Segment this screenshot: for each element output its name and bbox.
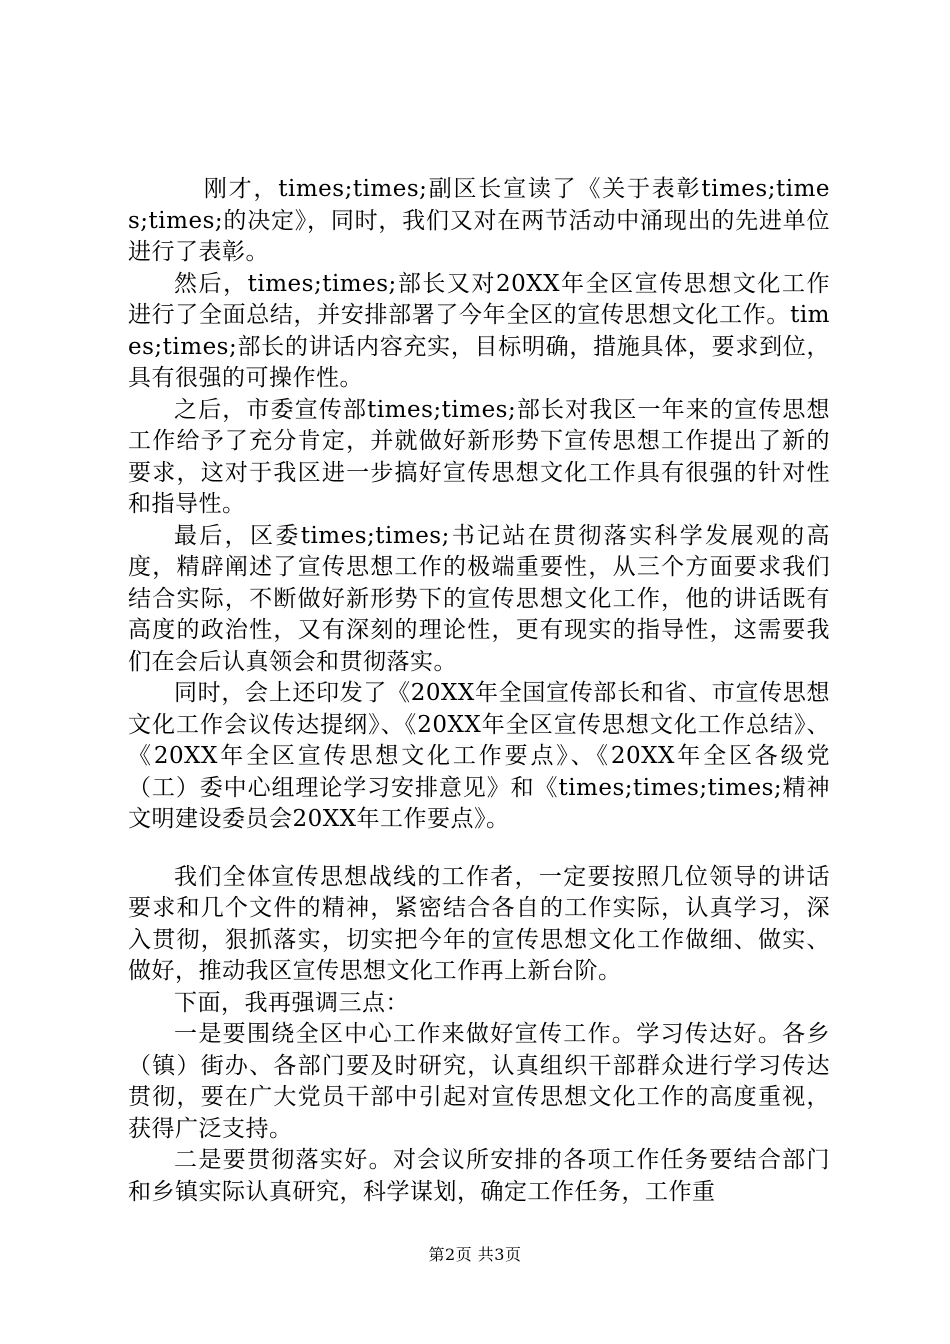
page-footer	[0, 1245, 950, 1265]
paragraph-secretary-speech: 最后，区委times;times;书记站在贯彻落实科学发展观的高度，精辟阐述了宣传思想工作的极端重要性，从三个方面要求我们结合实际，不断做好新形势下的宣传思想文化工作，他的讲话既有高度的政治性，又有深刻的理论性，更有现实的指导性，这需要我们在会后认真领会和贯彻落实。	[128, 522, 830, 675]
paragraph-commendation: 刚才，times;times;副区长宣读了《关于表彰times;times;times;的决定》，同时，我们又对在两节活动中涌现出的先进单位进行了表彰。	[128, 176, 830, 265]
paragraph-three-points-intro: 下面，我再强调三点：	[174, 989, 409, 1016]
paragraph-summary: 然后，times;times;部长又对20XX年全区宣传思想文化工作进行了全面总结，并安排部署了今年全区的宣传思想文化工作。times;times;部长的讲话内容充实，目标明确，措施具体，要求到位，具有很强的可操作性。	[128, 270, 830, 391]
paragraph-point-two: 二是要贯彻落实好。对会议所安排的各项工作任务要结合部门和乡镇实际认真研究，科学谋划，确定工作任务，工作重	[128, 1147, 830, 1205]
paragraph-city-affirmation: 之后，市委宣传部times;times;部长对我区一年来的宣传思想工作给予了充分肯定，并就做好新形势下宣传思想工作提出了新的要求，这对于我区进一步搞好宣传思想文化工作具有很强的针对性和指导性。	[128, 396, 830, 517]
paragraph-call-to-action: 我们全体宣传思想战线的工作者，一定要按照几位领导的讲话要求和几个文件的精神，紧密结合各自的工作实际，认真学习，深入贯彻，狠抓落实，切实把今年的宣传思想文化工作做细、做实、做好，推动我区宣传思想文化工作再上新台阶。	[128, 863, 830, 984]
page-number-indicator: 第2页 共3页	[428, 1245, 522, 1264]
paragraph-point-one: 一是要围绕全区中心工作来做好宣传工作。学习传达好。各乡（镇）街办、各部门要及时研究，认真组织干部群众进行学习传达贯彻，要在广大党员干部中引起对宣传思想文化工作的高度重视，获得广泛支持。	[128, 1021, 830, 1142]
paragraph-documents-issued: 同时，会上还印发了《20XX年全国宣传部长和省、市宣传思想文化工作会议传达提纲》、《20XX年全区宣传思想文化工作总结》、《20XX年全区宣传思想文化工作要点》、《20XX年全区各级党（工）委中心组理论学习安排意见》和《times;times;times;精神文明建设委员会20XX年工作要点》。	[128, 680, 830, 832]
paragraph-gap	[128, 836, 830, 862]
document-body	[128, 174, 830, 1208]
